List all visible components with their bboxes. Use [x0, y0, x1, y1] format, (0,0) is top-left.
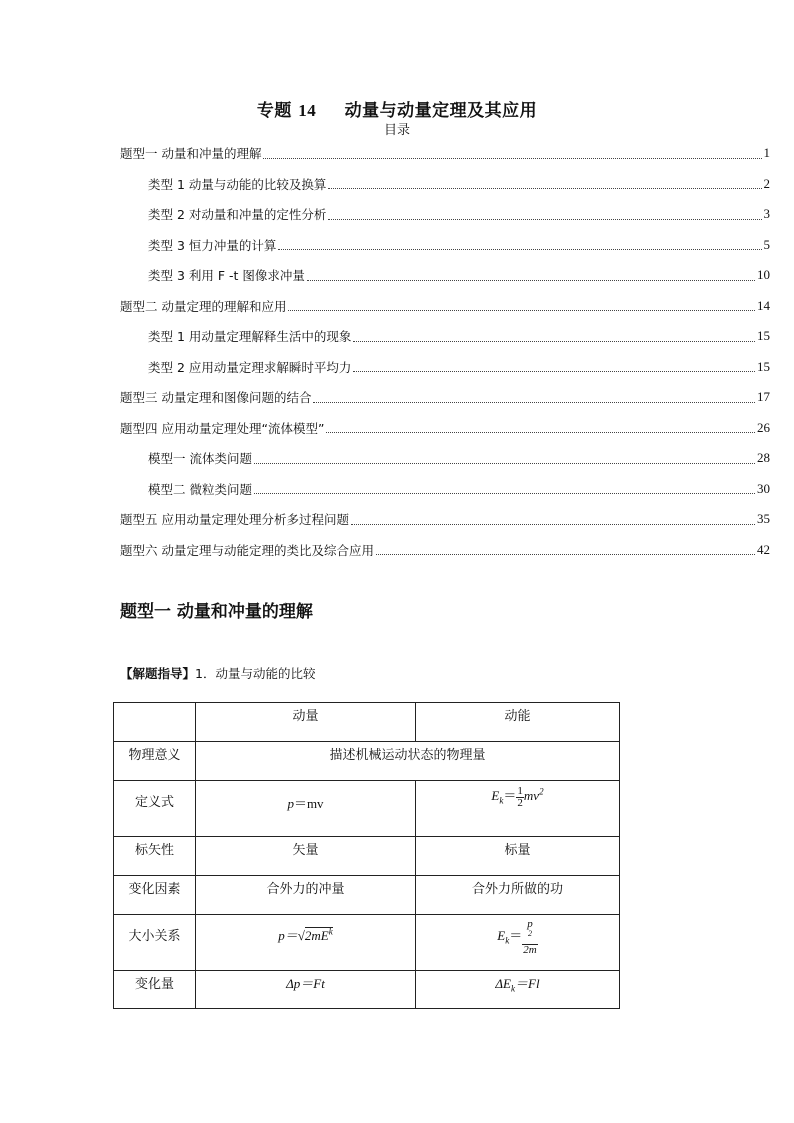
- table-row: [114, 837, 620, 876]
- toc-entry-label: 类型 2 对动量和冲量的定性分析: [148, 207, 327, 223]
- toc-entry[interactable]: [120, 535, 770, 566]
- title-prefix: 专题: [256, 101, 292, 121]
- toc-entry[interactable]: [120, 321, 770, 352]
- toc-leader-dots: [307, 266, 755, 281]
- toc-leader-dots: [313, 388, 755, 403]
- toc-entry-page: 14: [757, 297, 770, 313]
- toc-entry-page: 1: [763, 145, 770, 161]
- toc-entry-label: 模型一 流体类问题: [148, 451, 252, 467]
- row-label: 物理意义: [114, 742, 196, 781]
- header-cell-kinetic-energy: 动能: [416, 703, 620, 742]
- toc-entry-label: 类型 2 应用动量定理求解瞬时平均力: [148, 359, 352, 375]
- title-text: 动量与动量定理及其应用: [344, 101, 538, 121]
- section-title: 题型一 动量和冲量的理解: [120, 602, 313, 622]
- kinetic-energy-change: $\Delta E_k=Fl$: [416, 971, 620, 1009]
- toc-entry-label: 模型二 微粒类问题: [148, 481, 252, 497]
- table-row: [114, 915, 620, 971]
- toc-entry[interactable]: [120, 199, 770, 230]
- toc-entry-label: 题型一 动量和冲量的理解: [120, 146, 262, 162]
- table-row: [114, 781, 620, 837]
- toc-entry-page: 17: [757, 389, 770, 405]
- table-row: [114, 742, 620, 781]
- row-label: 定义式: [114, 781, 196, 837]
- toc-entry-page: 5: [763, 236, 770, 252]
- formula: p＝mv: [287, 796, 324, 811]
- toc-entry-label: 类型 3 恒力冲量的计算: [148, 237, 277, 253]
- table-row: [114, 876, 620, 915]
- toc-entry-label: 题型三 动量定理和图像问题的结合: [120, 390, 312, 406]
- table-of-contents: [120, 138, 770, 565]
- guide-text: 1．动量与动能的比较: [195, 666, 316, 681]
- guide-tag: 【解题指导】: [120, 666, 196, 681]
- toc-leader-dots: [288, 296, 755, 311]
- formula: $E_k=$ p $^2$ 2m: [497, 918, 537, 956]
- toc-entry[interactable]: [120, 230, 770, 261]
- toc-leader-dots: [254, 449, 755, 464]
- toc-entry-label: 题型六 动量定理与动能定理的类比及综合应用: [120, 542, 374, 558]
- momentum-factor: 合外力的冲量: [196, 876, 416, 915]
- toc-entry-label: 题型五 应用动量定理处理分析多过程问题: [120, 512, 349, 528]
- toc-leader-dots: [326, 418, 755, 433]
- table-row: [114, 971, 620, 1009]
- toc-entry[interactable]: [120, 504, 770, 535]
- toc-entry-page: 15: [757, 328, 770, 344]
- radicand: $2mE^k$: [304, 926, 333, 943]
- toc-entry-page: 42: [757, 541, 770, 557]
- toc-entry-page: 10: [757, 267, 770, 283]
- toc-entry[interactable]: [120, 474, 770, 505]
- toc-entry-page: 3: [763, 206, 770, 222]
- momentum-vector: 矢量: [196, 837, 416, 876]
- guide-line: [120, 664, 315, 682]
- table-row: [114, 703, 620, 742]
- toc-entry[interactable]: [120, 260, 770, 291]
- kinetic-energy-factor: 合外力所做的功: [416, 876, 620, 915]
- toc-entry-label: 类型 1 用动量定理解释生活中的现象: [148, 329, 352, 345]
- row-label: 大小关系: [114, 915, 196, 971]
- toc-entry-page: 35: [757, 511, 770, 527]
- toc-leader-dots: [254, 479, 755, 494]
- toc-leader-dots: [278, 235, 761, 250]
- toc-leader-dots: [353, 357, 755, 372]
- kinetic-energy-relation: [416, 915, 620, 971]
- meaning-cell: 描述机械运动状态的物理量: [196, 742, 620, 781]
- toc-entry-label: 题型四 应用动量定理处理“流体模型”: [120, 420, 325, 436]
- comparison-table: [113, 702, 620, 1009]
- toc-heading: 目录: [383, 123, 410, 138]
- row-label: 变化因素: [114, 876, 196, 915]
- momentum-change: Δp＝Ft: [196, 971, 416, 1009]
- toc-entry[interactable]: [120, 291, 770, 322]
- row-label: 变化量: [114, 971, 196, 1009]
- toc-entry-label: 类型 3 利用 F -t 图像求冲量: [148, 268, 305, 284]
- toc-leader-dots: [376, 540, 755, 555]
- toc-leader-dots: [263, 144, 761, 159]
- toc-entry[interactable]: [120, 138, 770, 169]
- momentum-definition: [196, 781, 416, 837]
- kinetic-energy-definition: [416, 781, 620, 837]
- toc-entry-page: 2: [763, 175, 770, 191]
- toc-entry-label: 类型 1 动量与动能的比较及换算: [148, 176, 327, 192]
- toc-entry[interactable]: [120, 382, 770, 413]
- formula: $p=√2mE^k$: [278, 926, 333, 943]
- toc-leader-dots: [353, 327, 755, 342]
- toc-leader-dots: [351, 510, 755, 525]
- toc-entry[interactable]: [120, 352, 770, 383]
- title-number: 14: [298, 101, 317, 120]
- toc-entry-label: 题型二 动量定理的理解和应用: [120, 298, 287, 314]
- toc-leader-dots: [328, 174, 761, 189]
- toc-leader-dots: [328, 205, 761, 220]
- page-title: [0, 96, 794, 121]
- toc-entry-page: 30: [757, 480, 770, 496]
- toc-entry[interactable]: [120, 413, 770, 444]
- toc-entry-page: 28: [757, 450, 770, 466]
- row-label: 标矢性: [114, 837, 196, 876]
- kinetic-energy-scalar: 标量: [416, 837, 620, 876]
- toc-entry-page: 15: [757, 358, 770, 374]
- header-cell-empty: [114, 703, 196, 742]
- toc-entry[interactable]: [120, 169, 770, 200]
- toc-entry[interactable]: [120, 443, 770, 474]
- header-cell-momentum: 动量: [196, 703, 416, 742]
- toc-entry-page: 26: [757, 419, 770, 435]
- momentum-relation: [196, 915, 416, 971]
- formula: $E_k=$ $\frac{1}{2}$ $mv^2$: [491, 784, 544, 809]
